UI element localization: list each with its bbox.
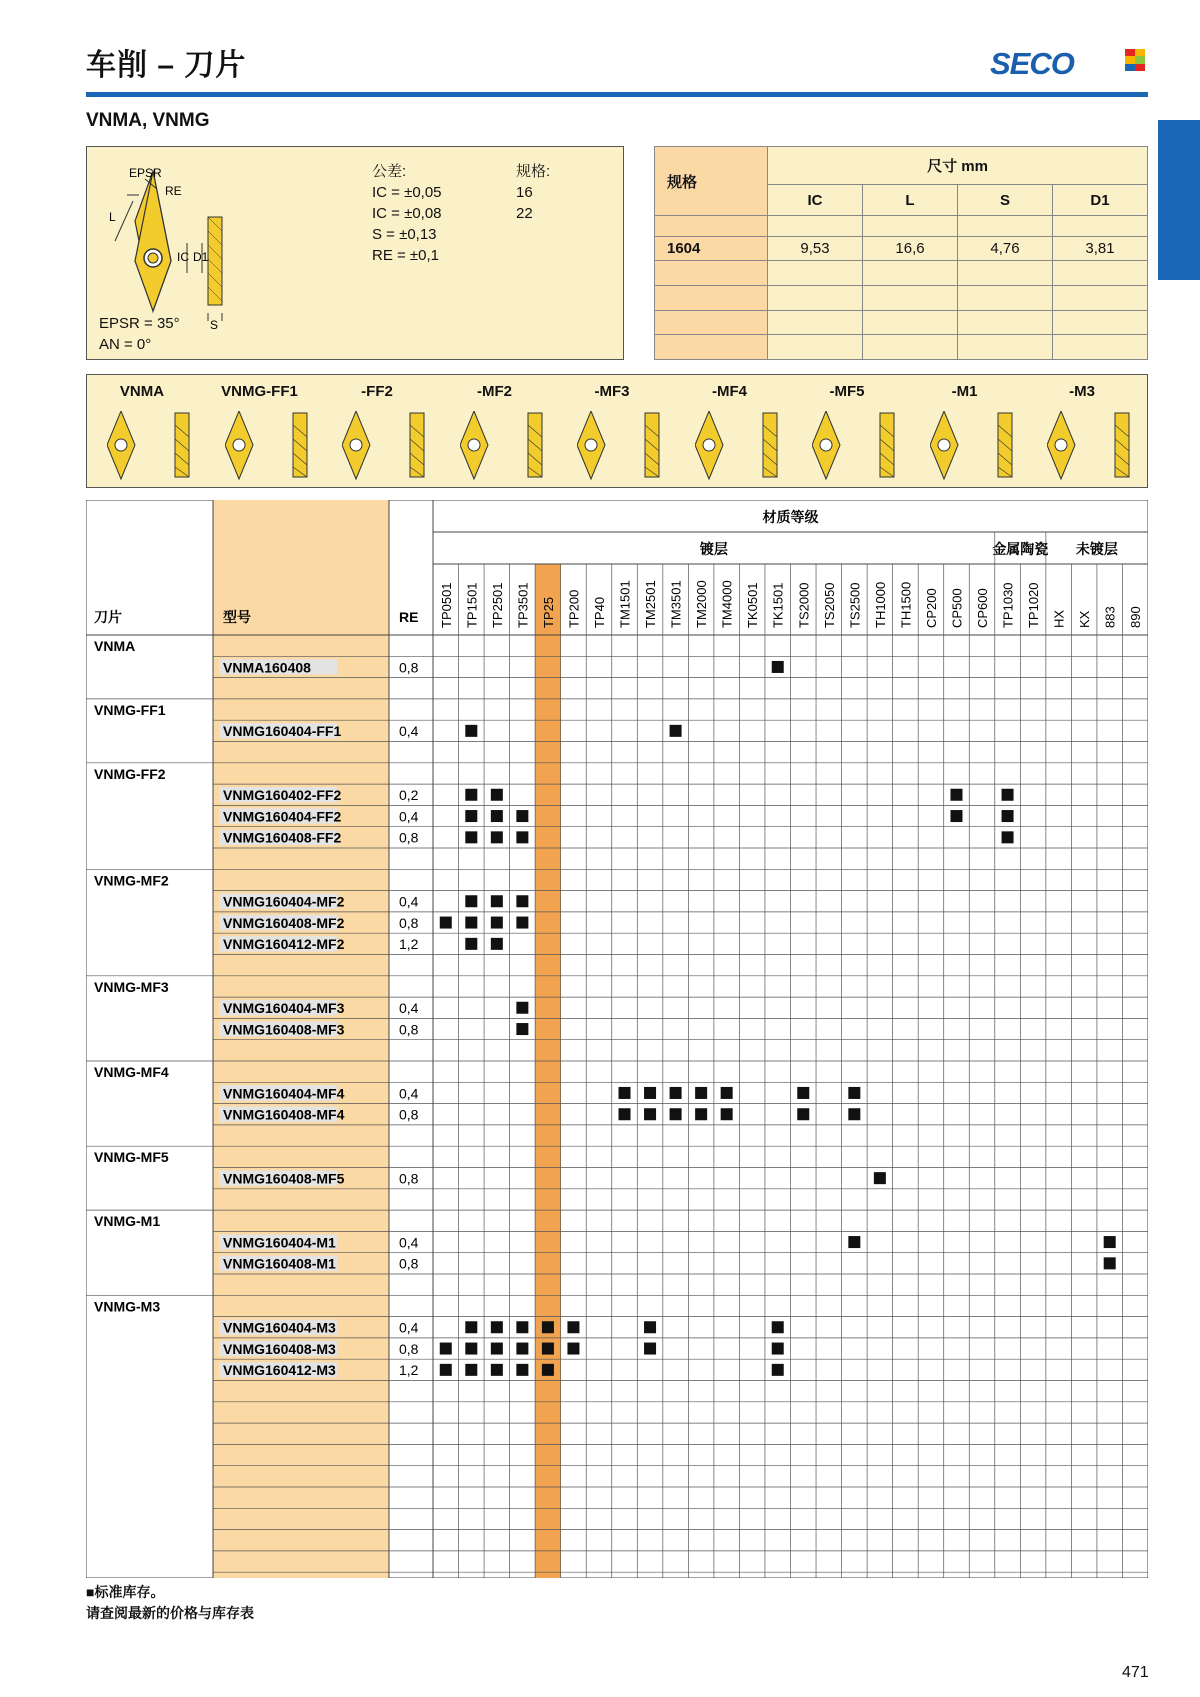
model-number: VNMA160408 (223, 659, 311, 676)
label-re: RE (165, 184, 182, 198)
tolerance-item: IC = ±0,08 (372, 205, 442, 222)
label-l: L (109, 210, 116, 224)
grade-header: TS2050 (821, 582, 837, 628)
model-number: VNMG160404-M1 (223, 1234, 336, 1251)
stock-mark (772, 661, 784, 673)
stock-mark (491, 1364, 503, 1376)
seco-logo-mark-icon (1125, 49, 1145, 71)
grade-header: TP1020 (1026, 582, 1042, 628)
stock-mark (465, 1321, 477, 1333)
shape-label: -MF2 (477, 383, 512, 400)
header-re: RE (399, 609, 419, 625)
grade-header: TP0501 (438, 582, 454, 628)
grade-header: TP3501 (515, 582, 531, 628)
tolerance-list (372, 161, 442, 266)
stock-mark (644, 1321, 656, 1333)
stock-mark (440, 1364, 452, 1376)
stock-mark (542, 1321, 554, 1333)
footnote-note: 请查阅最新的价格与库存表 (86, 1605, 254, 1621)
stock-mark (772, 1343, 784, 1355)
group-name: VNMG-M3 (94, 1298, 161, 1315)
stock-mark (516, 895, 528, 907)
stock-mark (516, 917, 528, 929)
stock-mark (491, 831, 503, 843)
insert-shape-icon (460, 411, 570, 486)
size-label: 规格: (516, 163, 551, 180)
model-number: VNMG160408-MF2 (223, 914, 345, 931)
stock-mark (491, 938, 503, 950)
highlight-column (535, 564, 561, 1578)
angle-an: AN = 0° (99, 336, 152, 353)
insert-shape-icon (225, 411, 335, 486)
dim-row (655, 236, 1148, 261)
insert-shape-icon (812, 411, 922, 486)
stock-mark (567, 1343, 579, 1355)
grade-header: TP1501 (464, 582, 480, 628)
label-s: S (210, 318, 219, 331)
grade-header: TK1501 (770, 582, 786, 628)
stock-mark (465, 938, 477, 950)
group-name: VNMG-MF3 (94, 978, 169, 995)
grade-header: 890 (1128, 606, 1144, 628)
group-name: VNMG-MF2 (94, 872, 169, 889)
model-number: VNMG160408-M3 (223, 1340, 336, 1357)
corner-radius: 0,8 (399, 829, 419, 846)
group-name: VNMG-FF2 (94, 765, 166, 782)
dim-value: 16,6 (863, 236, 958, 261)
grade-header: CP500 (949, 588, 965, 628)
size-list (516, 161, 550, 224)
insert-diagram (97, 161, 277, 331)
stock-mark (670, 1108, 682, 1120)
tolerance-label: 公差: (372, 163, 407, 180)
stock-mark (695, 1108, 707, 1120)
stock-mark (848, 1108, 860, 1120)
grade-header: HX (1051, 609, 1067, 628)
stock-mark (491, 789, 503, 801)
tolerance-item: IC = ±0,05 (372, 184, 442, 201)
stock-mark (1104, 1257, 1116, 1269)
model-number: VNMG160412-M3 (223, 1362, 336, 1379)
group-name: VNMG-M1 (94, 1213, 161, 1230)
stock-mark (797, 1108, 809, 1120)
shape-label: -MF3 (594, 383, 630, 400)
insert-shape-icon (1047, 411, 1157, 486)
grade-header: TP25 (540, 596, 556, 628)
grade-header: TP1030 (1000, 582, 1016, 628)
stock-mark (465, 810, 477, 822)
angle-list (99, 313, 180, 355)
label-d1: D1 (193, 250, 209, 264)
dim-col-l: L (863, 185, 958, 216)
stock-mark (1002, 810, 1014, 822)
stock-mark (465, 831, 477, 843)
page-number: 471 (1122, 1664, 1149, 1681)
header-rule (86, 92, 1148, 97)
header-model: 型号 (223, 609, 251, 625)
insert-shape-icon (577, 411, 687, 486)
stock-mark (465, 1343, 477, 1355)
dim-value: 3,81 (1053, 236, 1148, 261)
footnote-legend: ■标准库存。 (86, 1584, 165, 1600)
group-name: VNMG-MF5 (94, 1149, 169, 1166)
tolerance-item: RE = ±0,1 (372, 247, 440, 264)
stock-mark (440, 917, 452, 929)
dim-value: 4,76 (958, 236, 1053, 261)
stock-mark (516, 810, 528, 822)
stock-mark (619, 1108, 631, 1120)
stock-mark (1002, 831, 1014, 843)
model-number: VNMG160408-MF3 (223, 1021, 345, 1038)
stock-mark (516, 1321, 528, 1333)
grades-table (86, 500, 1148, 1578)
stock-mark (542, 1343, 554, 1355)
dim-col-s: S (958, 185, 1053, 216)
size-item: 16 (516, 184, 533, 201)
page-title: 车削 – 刀片 (86, 49, 247, 82)
grade-header: TS2000 (796, 582, 812, 628)
model-number: VNMG160404-FF1 (223, 723, 342, 740)
model-number: VNMG160404-MF2 (223, 893, 345, 910)
dim-col-d1: D1 (1053, 185, 1148, 216)
section-tab (1158, 120, 1200, 280)
shape-label: -MF4 (712, 383, 747, 400)
stock-mark (670, 725, 682, 737)
corner-radius: 0,2 (399, 787, 419, 804)
stock-mark (491, 1321, 503, 1333)
corner-radius: 0,4 (399, 1000, 419, 1017)
shape-label: -MF5 (829, 383, 865, 400)
insert-shape-icon (930, 411, 1040, 486)
dim-row-size: 1604 (655, 236, 768, 261)
dim-col-ic: IC (768, 185, 863, 216)
stock-mark (465, 895, 477, 907)
stock-mark (567, 1321, 579, 1333)
dim-value: 9,53 (768, 236, 863, 261)
stock-mark (491, 895, 503, 907)
header-coated: 镀层 (699, 541, 728, 557)
stock-mark (644, 1108, 656, 1120)
stock-mark (491, 917, 503, 929)
grade-header: TP200 (566, 589, 582, 628)
dim-size-header: 规格 (655, 147, 768, 216)
model-number: VNMG160404-M3 (223, 1319, 336, 1336)
stock-mark (491, 810, 503, 822)
label-ic: IC (177, 250, 189, 264)
corner-radius: 0,8 (399, 1170, 419, 1187)
tolerance-item: S = ±0,13 (372, 226, 437, 243)
stock-mark (516, 1364, 528, 1376)
corner-radius: 0,4 (399, 1085, 419, 1102)
stock-mark (542, 1364, 554, 1376)
stock-mark (848, 1087, 860, 1099)
grade-header: TM2501 (643, 580, 659, 628)
stock-mark (465, 917, 477, 929)
stock-mark (721, 1087, 733, 1099)
stock-mark (644, 1087, 656, 1099)
corner-radius: 0,8 (399, 1021, 419, 1038)
model-number: VNMG160404-FF2 (223, 808, 342, 825)
header-insert: 刀片 (94, 609, 122, 625)
shape-label: -M3 (1069, 383, 1095, 400)
grade-header: TM3501 (668, 580, 684, 628)
stock-mark (440, 1343, 452, 1355)
seco-logo: SECO (990, 46, 1074, 81)
corner-radius: 1,2 (399, 936, 419, 953)
grade-header: CP600 (975, 588, 991, 628)
insert-shape-icon (695, 411, 805, 486)
insert-shape-icon (342, 411, 452, 486)
label-epsr: EPSR (129, 166, 162, 180)
corner-radius: 0,4 (399, 723, 419, 740)
group-name: VNMA (94, 638, 136, 654)
insert-shape-strip (86, 374, 1148, 488)
grade-header: TP2501 (489, 582, 505, 628)
grade-header: KX (1077, 610, 1093, 628)
header-uncoated: 未镀层 (1075, 541, 1118, 557)
stock-mark (491, 1343, 503, 1355)
header-material: 材质等级 (762, 509, 819, 525)
stock-mark (516, 831, 528, 843)
stock-mark (848, 1236, 860, 1248)
stock-mark (465, 1364, 477, 1376)
grade-header: TM4000 (719, 580, 735, 628)
stock-mark (1002, 789, 1014, 801)
stock-mark (516, 1002, 528, 1014)
shape-label: VNMG-FF1 (221, 383, 298, 400)
stock-mark (772, 1321, 784, 1333)
corner-radius: 0,4 (399, 893, 419, 910)
dim-group-header: 尺寸 mm (768, 147, 1148, 185)
shape-label: -FF2 (361, 383, 393, 400)
model-number: VNMG160412-MF2 (223, 936, 345, 953)
size-item: 22 (516, 205, 533, 222)
stock-mark (644, 1343, 656, 1355)
model-number: VNMG160404-MF3 (223, 1000, 345, 1017)
stock-mark (670, 1087, 682, 1099)
shape-label: VNMA (119, 383, 165, 400)
group-name: VNMG-MF4 (94, 1064, 169, 1080)
grade-header: TH1500 (898, 581, 914, 628)
stock-mark (516, 1023, 528, 1035)
stock-mark (1104, 1236, 1116, 1248)
stock-mark (772, 1364, 784, 1376)
corner-radius: 0,4 (399, 1319, 419, 1336)
grade-header: TM2000 (694, 580, 710, 628)
grade-header: CP200 (923, 588, 939, 628)
stock-mark (465, 725, 477, 737)
corner-radius: 0,8 (399, 1255, 419, 1272)
grade-header: TS2500 (847, 582, 863, 628)
model-number: VNMG160404-MF4 (223, 1085, 345, 1102)
corner-radius: 0,8 (399, 659, 419, 676)
grade-header: 883 (1102, 606, 1118, 628)
stock-mark (721, 1108, 733, 1120)
page-subtitle: VNMA, VNMG (86, 110, 210, 131)
corner-radius: 0,4 (399, 808, 419, 825)
group-name: VNMG-FF1 (94, 701, 166, 718)
model-number: VNMG160408-M1 (223, 1255, 336, 1272)
model-number: VNMG160402-FF2 (223, 787, 342, 804)
insert-shape-icon (107, 411, 217, 486)
stock-mark (619, 1087, 631, 1099)
model-number: VNMG160408-MF4 (223, 1106, 345, 1123)
grade-header: TM1501 (617, 580, 633, 628)
corner-radius: 1,2 (399, 1362, 419, 1379)
corner-radius: 0,8 (399, 1340, 419, 1357)
grade-header: TP40 (591, 596, 607, 628)
stock-mark (950, 810, 962, 822)
corner-radius: 0,8 (399, 1106, 419, 1123)
shape-label: -M1 (951, 383, 978, 400)
stock-mark (516, 1343, 528, 1355)
stock-mark (695, 1087, 707, 1099)
stock-mark (950, 789, 962, 801)
grade-header: TK0501 (745, 582, 761, 628)
model-number: VNMG160408-MF5 (223, 1170, 345, 1187)
corner-radius: 0,4 (399, 1234, 419, 1251)
spec-panel (86, 146, 624, 360)
grade-header: TH1000 (872, 581, 888, 628)
stock-mark (797, 1087, 809, 1099)
dimensions-table (654, 146, 1148, 360)
stock-mark (874, 1172, 886, 1184)
model-number: VNMG160408-FF2 (223, 829, 342, 846)
corner-radius: 0,8 (399, 914, 419, 931)
angle-epsr: EPSR = 35° (99, 315, 180, 332)
header-cermet: 金属陶瓷 (992, 541, 1049, 557)
stock-mark (465, 789, 477, 801)
